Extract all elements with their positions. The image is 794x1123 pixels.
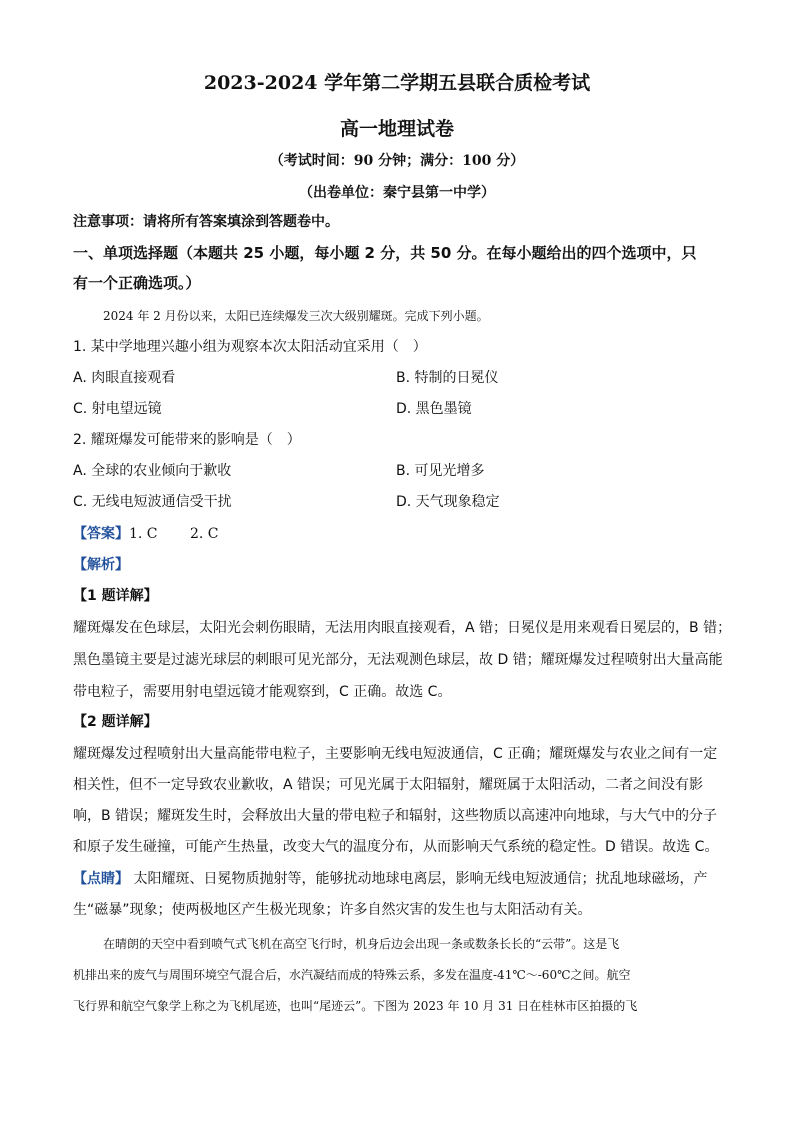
section1-heading-line2: 有一个正确选项。）: [73, 274, 201, 292]
section1-heading-line1: 一、单项选择题（本题共 25 小题，每小题 2 分，共 50 分。在每小题给出的四个选项中，只: [73, 244, 697, 262]
answer-text: 1. C 2. C: [129, 526, 219, 542]
detail1-line: 耀斑爆发在色球层，太阳光会刺伤眼睛，无法用肉眼直接观看，A 错；日冕仪是用来观看日冕层的，B 错；: [73, 620, 732, 636]
q1-option-b: B. 特制的日冕仪: [396, 370, 499, 386]
q1-option-d: D. 黑色墨镜: [396, 401, 472, 417]
tips-line2: 生“磁暴”现象；使两极地区产生极光现象；许多自然灾害的发生也与太阳活动有关。: [73, 902, 592, 918]
analysis-label: 【解析】: [73, 557, 129, 573]
q2-option-a: A. 全球的农业倾向于歉收: [73, 463, 232, 479]
tips-line1: [73, 869, 707, 889]
notice: 注意事项：请将所有答案填涂到答题卷中。: [73, 214, 339, 230]
q1-option-a: A. 肉眼直接观看: [73, 370, 176, 386]
tips-text: 太阳耀斑、日冕物质抛射等，能够扰动地球电离层，影响无线电短波通信；扰乱地球磁场，产: [129, 871, 708, 887]
answer-label: 【答案】: [73, 526, 129, 542]
detail1-label: 【1 题详解】: [73, 588, 158, 604]
detail2-line: 和原子发生碰撞，可能产生热量，改变大气的温度分布，从而影响天气系统的稳定性。D 错误。故选 C。: [73, 839, 719, 855]
exam-title: 2023-2024 学年第二学期五县联合质检考试: [203, 72, 591, 94]
exam-subtitle: 高一地理试卷: [339, 118, 454, 140]
q2-option-b: B. 可见光增多: [396, 463, 485, 479]
detail1-line: 带电粒子，需要用射电望远镜才能观察到，C 正确。故选 C。: [73, 684, 452, 700]
exam-info: （考试时间：90 分钟；满分：100 分）: [269, 153, 525, 169]
q1-stem: 1. 某中学地理兴趣小组为观察本次太阳活动宜采用（ ）: [73, 339, 427, 355]
detail2-line: 相关性，但不一定导致农业歉收，A 错误；可见光属于太阳辐射，耀斑属于太阳活动，二者之间没有影: [73, 777, 704, 793]
detail2-line: 响，B 错误；耀斑发生时，会释放出大量的带电粒子和辐射，这些物质以高速冲向地球，与大气中的分子: [73, 808, 718, 824]
detail2-line: 耀斑爆发过程喷射出大量高能带电粒子，主要影响无线电短波通信，C 正确；耀斑爆发与农业之间有一定: [73, 746, 718, 762]
exam-issuer: （出卷单位：秦宁县第一中学）: [299, 185, 495, 201]
passage1: 2024 年 2 月份以来，太阳已连续爆发三次大级别耀斑。完成下列小题。: [103, 309, 489, 323]
q2-option-d: D. 天气现象稳定: [396, 494, 500, 510]
passage2-line: 机排出来的废气与周围环境空气混合后，水汽凝结而成的特殊云系，多发在温度-41℃～-60℃之间。航空: [73, 968, 631, 982]
tips-label: 【点睛】: [73, 871, 129, 887]
detail1-line: 黑色墨镜主要是过滤光球层的刺眼可见光部分，无法观测色球层，故 D 错；耀斑爆发过程喷射出大量高能: [73, 652, 723, 668]
passage2-line: 在晴朗的天空中看到喷气式飞机在高空飞行时，机身后边会出现一条或数条长长的“云带”。这是飞: [103, 937, 620, 951]
q2-option-c: C. 无线电短波通信受干扰: [73, 494, 232, 510]
detail2-label: 【2 题详解】: [73, 714, 158, 730]
passage2-line: 飞行界和航空气象学上称之为飞机尾迹，也叫“尾迹云”。下图为 2023 年 10 月 31 日在桂林市区拍摄的飞: [73, 999, 638, 1013]
q1-option-c: C. 射电望远镜: [73, 401, 162, 417]
q2-stem: 2. 耀斑爆发可能带来的影响是（ ）: [73, 432, 301, 448]
answer-line: [73, 524, 219, 544]
